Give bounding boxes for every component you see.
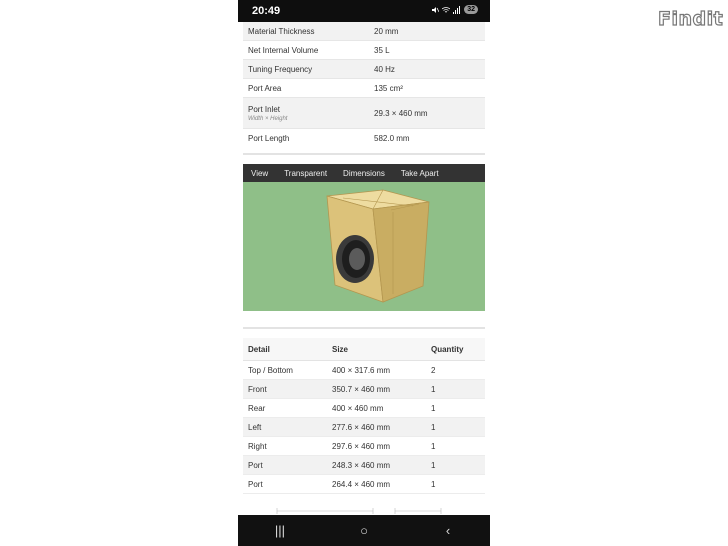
table-row — [243, 399, 485, 418]
spec-value: 29.3 × 460 mm — [374, 108, 428, 118]
spec-label-text: Port Inlet — [248, 104, 281, 114]
cell-detail: Port — [248, 479, 263, 489]
viewer-tabs — [243, 164, 485, 182]
header-detail: Detail — [248, 344, 270, 354]
findit-logo: Findit — [658, 8, 724, 30]
section-divider — [243, 327, 485, 329]
spec-row — [243, 98, 485, 129]
signal-icon — [453, 6, 461, 14]
cell-quantity: 1 — [431, 460, 436, 470]
spec-label: Material Thickness — [248, 26, 315, 36]
status-bar — [238, 0, 490, 22]
table-row — [243, 475, 485, 494]
phone-screen — [238, 0, 490, 546]
spec-row — [243, 79, 485, 98]
back-button[interactable]: ‹ — [445, 523, 451, 538]
cell-detail: Top / Bottom — [248, 365, 293, 375]
cell-size: 400 × 460 mm — [332, 403, 384, 413]
cell-size: 248.3 × 460 mm — [332, 460, 391, 470]
spec-value: 35 L — [374, 45, 390, 55]
cell-quantity: 1 — [431, 479, 436, 489]
home-button[interactable]: ○ — [360, 523, 368, 538]
status-time: 20:49 — [252, 5, 281, 17]
spec-label: Port Area — [248, 83, 282, 93]
spec-value: 20 mm — [374, 26, 399, 36]
spec-value: 582.0 mm — [374, 133, 410, 143]
header-size: Size — [332, 344, 349, 354]
cell-size: 297.6 × 460 mm — [332, 441, 391, 451]
subwoofer-box-model — [243, 182, 485, 311]
table-row — [243, 418, 485, 437]
recents-button[interactable]: ||| — [274, 523, 286, 538]
table-header — [243, 338, 485, 361]
battery-badge: 32 — [464, 5, 478, 14]
cell-size: 350.7 × 460 mm — [332, 384, 391, 394]
specs-table — [243, 22, 485, 147]
cell-quantity: 1 — [431, 422, 436, 432]
cell-detail: Port — [248, 460, 263, 470]
box-3d-viewer[interactable] — [243, 164, 485, 311]
tab-take-apart[interactable]: Take Apart — [400, 168, 439, 178]
spec-value: 40 Hz — [374, 64, 395, 74]
tab-view[interactable]: View — [251, 168, 269, 178]
table-row — [243, 361, 485, 380]
cell-quantity: 1 — [431, 403, 436, 413]
tab-transparent[interactable]: Transparent — [284, 168, 328, 178]
spec-label: Port Length — [248, 133, 290, 143]
wifi-icon — [442, 6, 450, 14]
table-row — [243, 437, 485, 456]
spec-label: Net Internal Volume — [248, 45, 319, 55]
cell-size: 277.6 × 460 mm — [332, 422, 391, 432]
cell-detail: Right — [248, 441, 267, 451]
cell-quantity: 1 — [431, 384, 436, 394]
table-row — [243, 456, 485, 475]
spec-label — [243, 105, 374, 122]
spec-row — [243, 129, 485, 147]
spec-row — [243, 41, 485, 60]
spec-label: Tuning Frequency — [248, 64, 313, 74]
android-nav-bar — [238, 515, 490, 546]
dimension-drawing-preview — [243, 503, 485, 515]
cell-quantity: 1 — [431, 441, 436, 451]
cell-detail: Front — [248, 384, 267, 394]
cell-quantity: 2 — [431, 365, 436, 375]
mute-icon — [431, 6, 439, 14]
viewer-canvas[interactable] — [243, 182, 485, 311]
spec-value: 135 cm² — [374, 83, 403, 93]
cut-list-table — [243, 338, 485, 494]
status-icons — [431, 5, 478, 14]
cell-detail: Left — [248, 422, 262, 432]
section-divider — [243, 153, 485, 155]
cell-detail: Rear — [248, 403, 266, 413]
spec-row — [243, 60, 485, 79]
spec-sublabel: Width × Height — [248, 115, 288, 122]
spec-row — [243, 22, 485, 41]
cell-size: 400 × 317.6 mm — [332, 365, 391, 375]
table-row — [243, 380, 485, 399]
tab-dimensions[interactable]: Dimensions — [343, 168, 385, 178]
header-quantity: Quantity — [431, 344, 464, 354]
cell-size: 264.4 × 460 mm — [332, 479, 391, 489]
